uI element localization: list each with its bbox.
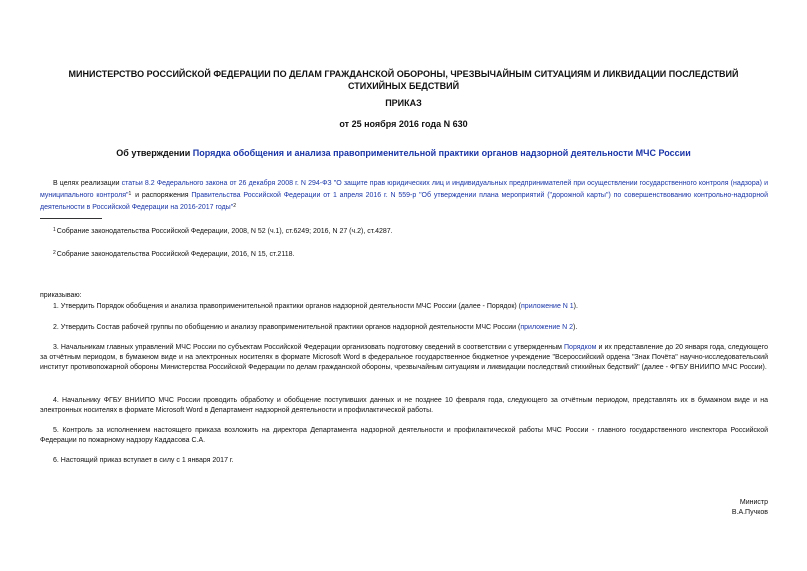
item-1 [40, 302, 768, 312]
order-559-link[interactable]: Правительства Российской Федерации от 1 апреля 2016 г. N 559-р "Об утверждении плана мероприятий ("дорожной карты") по совершенствованию контрольно-надзорной деятельности в Российской Федерации на 2016-2017 годы" [40, 192, 768, 211]
item-2 [40, 323, 768, 333]
item-1-end: ). [573, 303, 578, 310]
preamble-text-2: и распоряжения [132, 192, 192, 199]
procedure-link[interactable]: Порядком [564, 344, 597, 351]
footnote-1 [53, 225, 393, 237]
item-2-end: ). [573, 324, 578, 331]
preamble-text-1: В целях реализации [53, 180, 122, 187]
law-294-link[interactable]: статьи 8.2 Федерального закона от 26 декабря 2008 г. N 294-ФЗ "О защите прав юридических лиц и индивидуальных предпринимателей при осуществлении государственного контроля (надзора) и муниципального контроля" [40, 180, 768, 199]
footnote-mark: 2 [53, 250, 56, 256]
footnote-2 [53, 248, 294, 260]
doc-type-heading: ПРИКАЗ [385, 98, 422, 108]
footnote-text: Собрание законодательства Российской Федерации, 2016, N 15, ст.2118. [56, 251, 295, 258]
footnote-mark: 1 [53, 227, 56, 233]
footnote-divider [40, 218, 102, 219]
appendix-2-link[interactable]: приложение N 2 [520, 324, 574, 331]
item-5: 5. Контроль за исполнением настоящего приказа возложить на директора Департамента надзорной деятельности и профилактической работы МЧС России - главного государственного инспектора Российской Федерации по пожарному надзору Каддасова С.А. [40, 427, 768, 444]
footnote-text: Собрание законодательства Российской Федерации, 2008, N 52 (ч.1), ст.6249; 2016, N 27 (ч.2), ст.4287. [56, 228, 393, 235]
signature-name: В.А.Пучков [731, 509, 768, 516]
ministry-heading: МИНИСТЕРСТВО РОССИЙСКОЙ ФЕДЕРАЦИИ ПО ДЕЛАМ ГРАЖДАНСКОЙ ОБОРОНЫ, ЧРЕЗВЫЧАЙНЫМ СИТУАЦИЯМ И ЛИКВИДАЦИИ ПОСЛЕДСТВИЙ СТИХИЙНЫХ БЕДСТВИЙ [68, 69, 739, 91]
footnote-ref-2: 2 [233, 203, 236, 209]
item-2-text: 2. Утвердить Состав рабочей группы по обобщению и анализу правоприменительной практики органов надзорной деятельности МЧС России ( [53, 324, 521, 331]
item-3-text: 3. Начальникам главных управлений МЧС России по субъектам Российской Федерации организовать подготовку сведений в соответствии с утвержденным [53, 344, 565, 351]
date-number-heading: от 25 ноября 2016 года N 630 [339, 119, 468, 129]
signature-position: Министр [739, 499, 768, 506]
preamble-paragraph [40, 179, 768, 213]
order-word: приказываю: [40, 292, 82, 299]
item-4: 4. Начальнику ФГБУ ВНИИПО МЧС России проводить обработку и обобщение поступивших данных и не позднее 10 февраля года, следующего за отчётным периодом, представлять их в бумажном виде и на электронных носителях в формате Microsoft Word в Департамент надзорной деятельности и профилактической работы. [40, 397, 768, 414]
footnote-ref-1: 1 [128, 191, 132, 197]
item-6: 6. Настоящий приказ вступает в силу с 1 января 2017 г. [53, 457, 234, 464]
document-title [40, 147, 767, 159]
appendix-1-link[interactable]: приложение N 1 [521, 303, 574, 310]
item-3-end: и их представление до 20 января года, следующего за отчётным периодом, в бумажном виде и на электронных носителях в формате Microsoft Word в федеральное государственное бюджетное учреждение "Всероссийский ордена "Знак Почёта" научно-исследовательский институт противопожарной обороны Министерства Российской Федерации по делам гражданской обороны, чрезвычайным ситуациям и ликвидации последствий стихийных бедствий" (далее - ФГБУ ВНИИПО МЧС России). [40, 344, 768, 371]
title-link[interactable]: Порядка обобщения и анализа правоприменительной практики органов надзорной деятельности МЧС России [192, 148, 691, 158]
item-1-text: 1. Утвердить Порядок обобщения и анализа правоприменительной практики органов надзорной деятельности МЧС России (далее - Порядок) ( [53, 303, 522, 310]
title-prefix: Об утверждении [116, 148, 193, 158]
item-3 [40, 343, 768, 373]
